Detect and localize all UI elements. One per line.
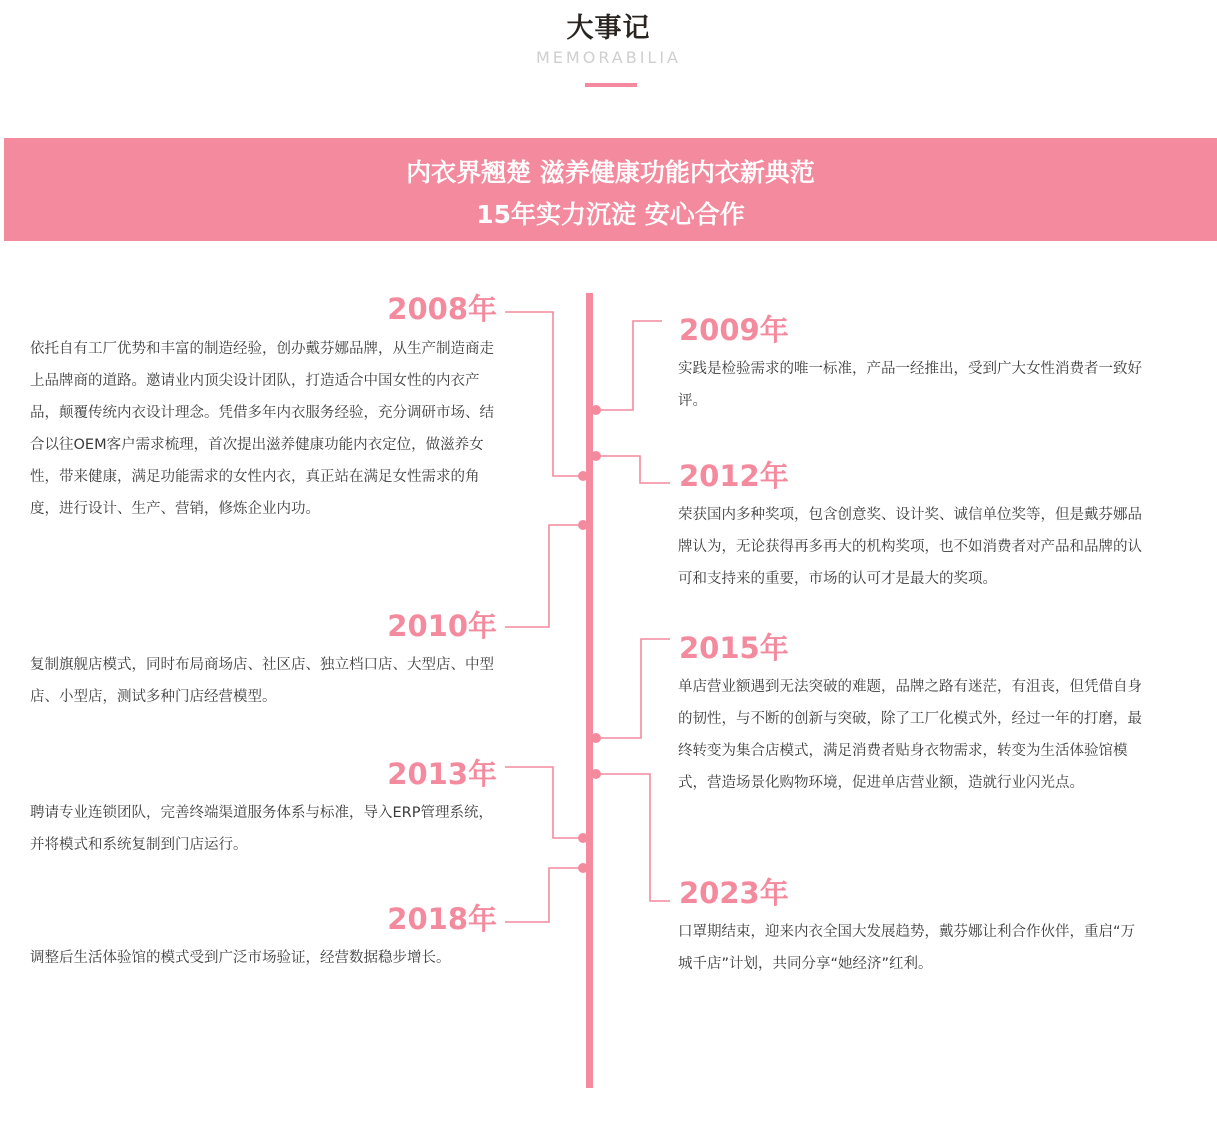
connector-2009 <box>596 321 662 410</box>
event-2015-text: 单店营业额遇到无法突破的难题，品牌之路有迷茫，有沮丧，但凭借自身的韧性，与不断的创新与突破，除了工厂化模式外，经过一年的打磨，最终转变为集合店模式，满足消费者贴身衣物需求，转变为生活体验馆模式，营造场景化购物环境，促进单店营业额，造就行业闪光点。 <box>678 679 1142 791</box>
node-2023 <box>591 769 601 779</box>
connector-2012 <box>596 456 670 483</box>
node-2013 <box>578 833 588 843</box>
event-2008-text: 依托自有工厂优势和丰富的制造经验，创办戴芬娜品牌，从生产制造商走上品牌商的道路。邀请业内顶尖设计团队，打造适合中国女性的内衣产品，颠覆传统内衣设计理念。凭借多年内衣服务经验，充分调研市场、结合以往OEM客户需求梳理，首次提出滋养健康功能内衣定位，做滋养女性，带来健康，满足功能需求的女性内衣，真正站在满足女性需求的角度，进行设计、生产、营销，修炼企业内功。 <box>30 341 494 517</box>
connector-2023 <box>596 774 670 901</box>
year-2009: 2009年 <box>679 313 789 347</box>
event-2009-text: 实践是检验需求的唯一标准，产品一经推出，受到广大女性消费者一致好评。 <box>678 361 1142 409</box>
connector-2010 <box>505 525 583 627</box>
event-2012-text: 荣获国内多种奖项，包含创意奖、设计奖、诚信单位奖等，但是戴芬娜品牌认为，无论获得再多再大的机构奖项，也不如消费者对产品和品牌的认可和支持来的重要，市场的认可才是最大的奖项。 <box>678 507 1142 587</box>
node-2012 <box>591 451 601 461</box>
page-subtitle: MEMORABILIA <box>536 48 681 67</box>
event-2010-text: 复制旗舰店模式，同时布局商场店、社区店、独立档口店、大型店、中型店、小型店，测试多种门店经营模型。 <box>30 657 494 705</box>
connector-2018 <box>505 868 583 922</box>
year-2012: 2012年 <box>679 459 789 493</box>
year-2008: 2008年 <box>387 292 497 326</box>
node-2018 <box>578 863 588 873</box>
event-2023-text: 口罩期结束，迎来内衣全国大发展趋势，戴芬娜让利合作伙伴，重启“万城千店”计划，共同分享“她经济”红利。 <box>678 924 1136 972</box>
node-2009 <box>591 405 601 415</box>
event-2018-text: 调整后生活体验馆的模式受到广泛市场验证，经营数据稳步增长。 <box>30 950 451 966</box>
banner-line-1: 内衣界翘楚 滋养健康功能内衣新典范 <box>406 158 815 187</box>
page-title: 大事记 <box>566 13 651 44</box>
connector-2013 <box>505 767 583 838</box>
year-2013: 2013年 <box>387 757 497 791</box>
node-2010 <box>578 520 588 530</box>
year-2018: 2018年 <box>387 902 497 936</box>
connector-2015 <box>596 639 670 738</box>
connector-2008 <box>505 312 583 476</box>
node-2008 <box>578 471 588 481</box>
year-2023: 2023年 <box>679 876 789 910</box>
banner-line-2: 15年实力沉淀 安心合作 <box>476 200 745 229</box>
year-2015: 2015年 <box>679 631 789 665</box>
node-2015 <box>591 733 601 743</box>
event-2013-text: 聘请专业连锁团队，完善终端渠道服务体系与标准，导入ERP管理系统，并将模式和系统复制到门店运行。 <box>30 805 493 853</box>
year-2010: 2010年 <box>387 609 497 643</box>
